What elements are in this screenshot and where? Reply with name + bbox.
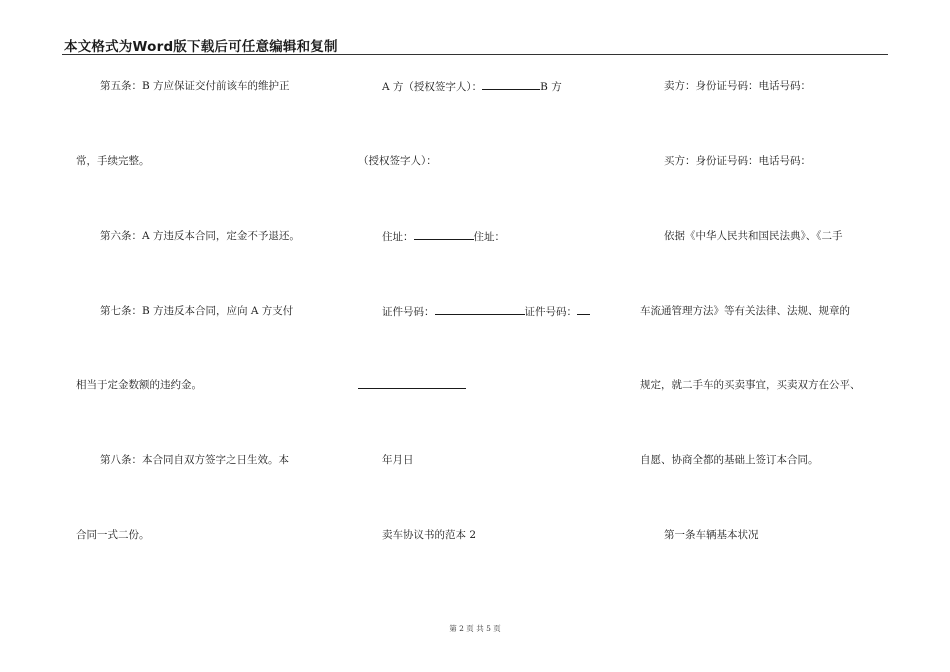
party-b-label: B 方 [540,81,562,93]
text-line: 买方：身份证号码：电话号码： [664,155,811,167]
text-line: 卖方：身份证号码：电话号码： [664,80,811,92]
blank-field [577,304,590,315]
column-left [76,0,338,600]
text-line: 常，手续完整。 [76,155,150,167]
text-line: 相当于定金数额的违约金。 [76,379,202,391]
text-line: 第一条车辆基本状况 [664,529,759,541]
text-line: 自愿、协商全都的基础上签订本合同。 [640,454,819,466]
text-line: 第八条：本合同自双方签字之日生效。本 [100,454,289,466]
header-title: 本文格式为Word版下载后可任意编辑和复制 [64,39,338,55]
signature-line: （授权签字人）： [358,155,437,167]
blank-field [435,304,525,315]
text-line: 第六条：A 方违反本合同，定金不予退还。 [100,230,300,242]
date-line: 年月日 [382,454,414,466]
blank-field [414,229,474,240]
text-line: 车流通管理方法》等有关法律、法规、规章的 [640,305,850,317]
section-title: 卖车协议书的范本 2 [382,529,477,541]
text-line: 第七条：B 方违反本合同，应向 A 方支付 [100,305,294,317]
text-line: 合同一式二份。 [76,529,150,541]
blank-line [358,378,466,393]
party-a-label: A 方（授权签字人）： [382,81,483,93]
page-number: 第 2 页 共 5 页 [449,624,501,633]
id-label-b: 证件号码： [524,306,577,318]
address-label-b: 住址： [473,231,505,243]
blank-field [358,378,466,389]
id-number-line [358,304,590,319]
blank-field [482,79,540,90]
text-line: 第五条：B 方应保证交付前该车的维护正 [100,80,290,92]
signature-line [358,79,562,94]
text-line: 依据《中华人民共和国民法典》、《二手 [664,230,843,242]
column-middle [358,0,618,600]
id-label-a: 证件号码： [382,306,435,318]
address-label-a: 住址： [382,231,414,243]
address-line [358,229,505,244]
column-right [640,0,890,600]
text-line: 规定，就二手车的买卖事宜，买卖双方在公平、 [640,379,861,391]
